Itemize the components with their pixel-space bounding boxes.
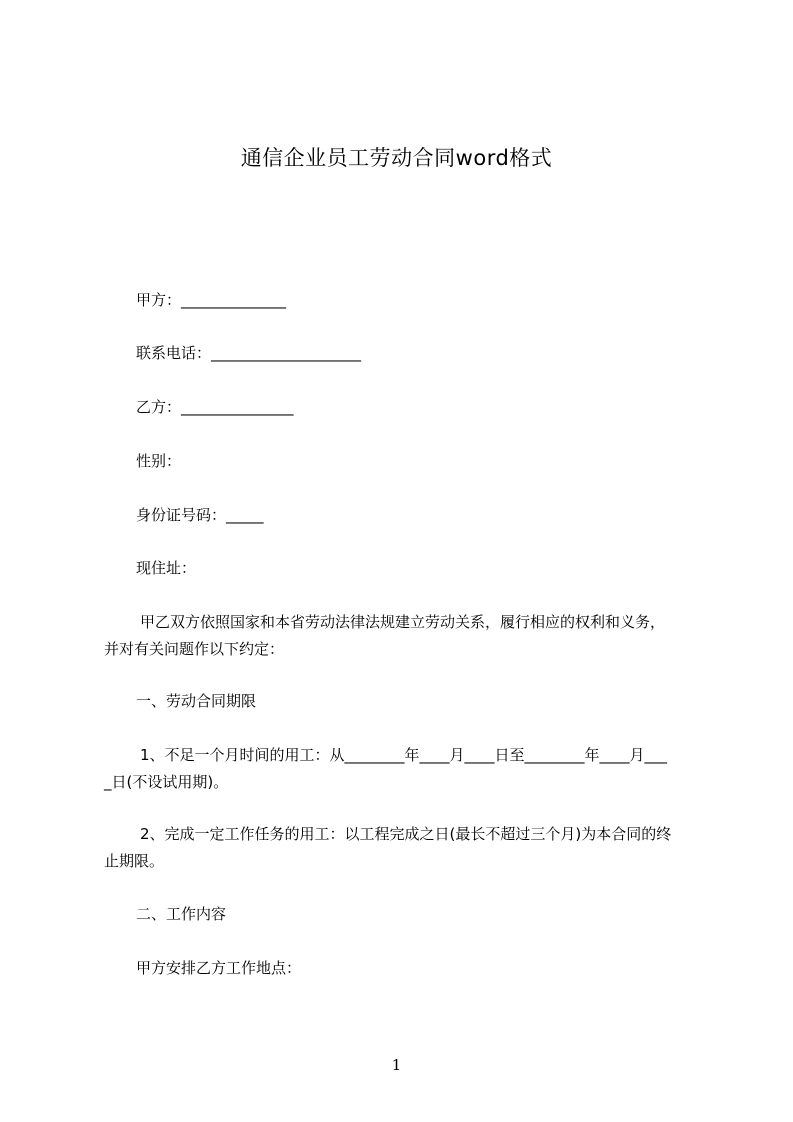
intro-paragraph-line-2: 并对有关问题作以下约定： <box>104 640 285 658</box>
section-2-heading: 二、工作内容 <box>136 905 227 923</box>
work-location-line: 甲方安排乙方工作地点： <box>136 959 302 977</box>
clause-1-line-2: _日(不设试用期)。 <box>104 773 229 791</box>
page-number: 1 <box>391 1056 402 1074</box>
party-a-field: 甲方：______________ <box>136 291 287 309</box>
party-b-field: 乙方：_______________ <box>136 398 294 416</box>
phone-field: 联系电话：____________________ <box>136 344 362 362</box>
clause-2-line-1: 2、完成一定工作任务的用工：以工程完成之日(最长不超过三个月)为本合同的终 <box>140 825 672 843</box>
id-number-field: 身份证号码：_____ <box>136 506 264 524</box>
document-title: 通信企业员工劳动合同word格式 <box>240 146 553 170</box>
section-1-heading: 一、劳动合同期限 <box>136 692 257 710</box>
address-field: 现住址： <box>136 559 197 577</box>
intro-paragraph-line-1: 甲乙双方依照国家和本省劳动法律法规建立劳动关系，履行相应的权利和义务， <box>140 613 666 631</box>
clause-1-line-1: 1、不足一个月时间的用工：从________年____月____日至________年____月___ <box>140 746 668 764</box>
gender-field: 性别： <box>136 452 182 470</box>
clause-2-line-2: 止期限。 <box>104 852 165 870</box>
